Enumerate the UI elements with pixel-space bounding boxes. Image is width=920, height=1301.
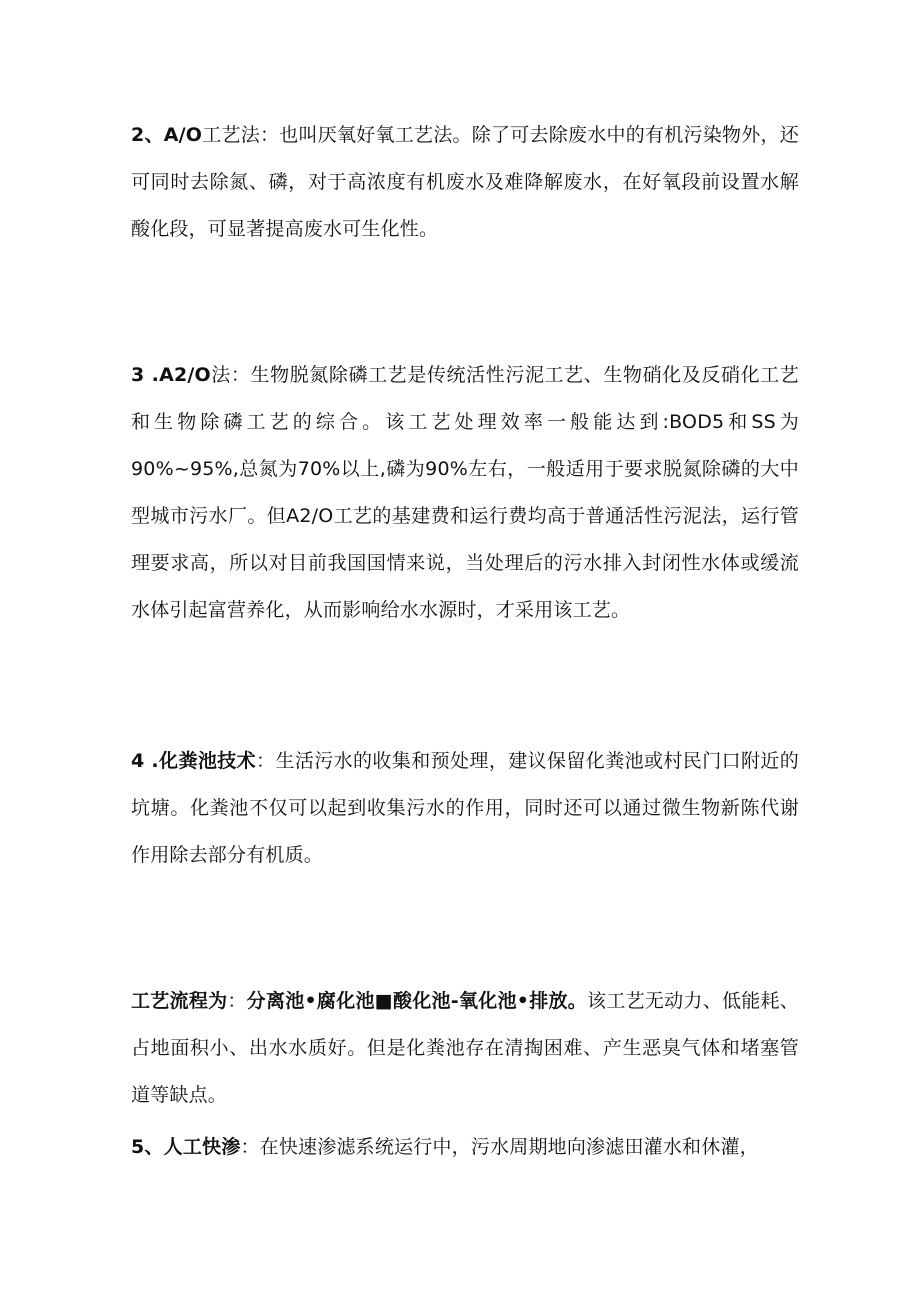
section-rapid-infiltration xyxy=(131,1124,799,1171)
section-heading: A/O xyxy=(163,124,203,146)
section-number: 2、 xyxy=(131,124,164,146)
section-process-flow xyxy=(131,978,799,1119)
section-ao-process xyxy=(131,112,799,253)
section-body-prefix: ： xyxy=(227,990,247,1012)
section-body: 工艺法：也叫厌氧好氧工艺法。除了可去除废水中的有机污染物外，还可同时去除氮、磷，对于高浓度有机废水及难降解废水，在好氧段前设置水解酸化段，可显著提高废水可生化性。 xyxy=(131,124,800,240)
section-a2o-process xyxy=(131,352,799,634)
section-number: 3 . xyxy=(131,364,160,386)
section-number: 4 . xyxy=(131,750,159,772)
process-flow-steps: 分离池•腐化池■酸化池-氧化池•排放。 xyxy=(246,990,588,1012)
section-body: 该工艺无动力、低能耗、占地面积小、出水水质好。但是化粪池存在清掏困难、产生恶臭气体和堵塞管道等缺点。 xyxy=(131,990,800,1106)
section-number: 5、 xyxy=(131,1136,164,1158)
section-body: ：生活污水的收集和预处理，建议保留化粪池或村民门口附近的坑塘。化粪池不仅可以起到收集污水的作用，同时还可以通过微生物新陈代谢作用除去部分有机质。 xyxy=(131,750,799,866)
section-body: 法：生物脱氮除磷工艺是传统活性污泥工艺、生物硝化及反硝化工艺和生物除磷工艺的综合。该工艺处理效率一般能达到:BOD5和SS为90%~95%,总氮为70%以上,磷为90%左右，一般适用于要求脱氮除磷的大中型城市污水厂。但A2/O工艺的基建费和运行费均高于普通活性污泥法，运行管理要求高，所以对目前我国国情来说，当处理后的污水排入封闭性水体或缓流水体引起富营养化，从而影响给水水源时，才采用该工艺。 xyxy=(131,364,799,621)
section-body: ：在快速渗滤系统运行中，污水周期地向渗滤田灌水和休灌， xyxy=(240,1136,759,1158)
section-heading: A2/O xyxy=(159,364,211,386)
section-heading: 工艺流程为 xyxy=(131,990,228,1012)
section-heading: 化粪池技术 xyxy=(158,750,257,772)
section-septic-tank xyxy=(131,738,799,879)
section-heading: 人工快渗 xyxy=(163,1136,241,1158)
